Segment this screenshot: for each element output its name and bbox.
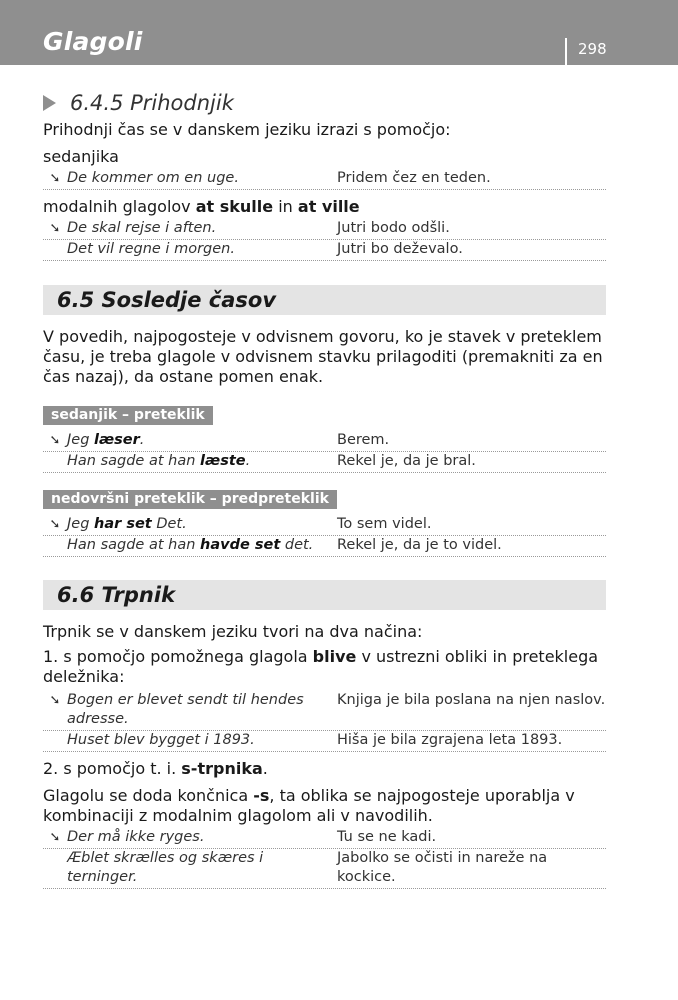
example-row bbox=[43, 169, 606, 190]
paragraph: Trpnik se v danskem jeziku tvori na dva načina: bbox=[43, 622, 423, 641]
text-segment: Glagolu se doda končnica bbox=[43, 786, 254, 805]
slovene-translation: To sem videl. bbox=[337, 516, 432, 532]
section-heading-bar bbox=[43, 285, 606, 315]
danish-example bbox=[67, 452, 337, 471]
category-tag: sedanjik – preteklik bbox=[43, 406, 213, 425]
danish-example: Der må ikke ryges. bbox=[67, 829, 205, 845]
example-table bbox=[43, 515, 606, 557]
arrow-down-right-icon: ➘ bbox=[49, 693, 61, 708]
bold-term: læser bbox=[94, 432, 140, 448]
slovene-translation: Tu se ne kadi. bbox=[337, 829, 437, 845]
danish-example: Huset blev bygget i 1893. bbox=[67, 732, 255, 748]
paragraph: V povedih, najpogosteje v odvisnem govoru, ko je stavek v preteklem času, je treba glagole v odvisnem stavku prilagoditi (premakniti za en čas nazaj), da ostane pomen enak. bbox=[43, 327, 603, 386]
bold-term: -s bbox=[253, 786, 270, 805]
example-table bbox=[43, 691, 606, 752]
category-tag: nedovršni preteklik – predpreteklik bbox=[43, 490, 337, 509]
example-row bbox=[43, 731, 606, 752]
text-segment: Jeg bbox=[67, 516, 95, 532]
paragraph bbox=[43, 647, 606, 687]
slovene-translation: Jutri bodo odšli. bbox=[337, 220, 450, 236]
example-row bbox=[43, 240, 606, 261]
danish-example: Bogen er blevet sendt til hendes adresse. bbox=[67, 692, 304, 727]
slovene-translation: Pridem čez en teden. bbox=[337, 170, 491, 186]
slovene-translation: Hiša je bila zgrajena leta 1893. bbox=[337, 732, 563, 748]
header-divider bbox=[565, 38, 567, 65]
text-segment: Han sagde at han bbox=[67, 453, 201, 469]
slovene-translation: Knjiga je bila poslana na njen naslov. bbox=[337, 692, 606, 708]
text-segment: 1. s pomočjo pomožnega glagola bbox=[43, 647, 313, 666]
text-segment: Han sagde at han bbox=[67, 537, 201, 553]
triangle-right-icon bbox=[43, 95, 56, 111]
bold-term: s-trpnika bbox=[181, 759, 263, 778]
page-header bbox=[0, 0, 678, 65]
bold-term: blive bbox=[312, 647, 357, 666]
arrow-down-right-icon: ➘ bbox=[49, 171, 61, 186]
arrow-down-right-icon: ➘ bbox=[49, 830, 61, 845]
paragraph bbox=[43, 759, 606, 779]
slovene-translation: Jabolko se očisti in nareže na kockice. bbox=[337, 850, 548, 885]
arrow-down-right-icon: ➘ bbox=[49, 433, 61, 448]
bold-term: læste bbox=[200, 453, 246, 469]
slovene-translation: Rekel je, da je to videl. bbox=[337, 537, 502, 553]
bold-term: at ville bbox=[297, 197, 360, 216]
page-content bbox=[43, 88, 606, 889]
text-segment: in bbox=[273, 197, 298, 216]
example-table bbox=[43, 828, 606, 889]
bold-term: at skulle bbox=[195, 197, 274, 216]
text-segment: , ta oblika se najpogosteje uporablja v kombinaciji z modalnim glagolom ali v navodilih. bbox=[43, 786, 575, 825]
arrow-down-right-icon: ➘ bbox=[49, 517, 61, 532]
text-segment: . bbox=[262, 759, 268, 778]
slovene-translation: Rekel je, da je bral. bbox=[337, 453, 476, 469]
example-row bbox=[43, 536, 606, 557]
example-row bbox=[43, 219, 606, 240]
text-segment: Jeg bbox=[67, 432, 95, 448]
example-row bbox=[43, 452, 606, 473]
text-segment: v ustrezni obliki in preteklega deležnika: bbox=[43, 647, 599, 686]
tag-wrapper bbox=[43, 404, 606, 425]
bold-term: havde set bbox=[200, 537, 281, 553]
subsection-title: 6.4.5 Prihodnjik bbox=[70, 91, 234, 115]
arrow-down-right-icon: ➘ bbox=[49, 221, 61, 236]
example-row bbox=[43, 691, 606, 731]
danish-example bbox=[67, 536, 337, 555]
text-segment: 2. s pomočjo t. i. bbox=[43, 759, 182, 778]
slovene-translation: Berem. bbox=[337, 432, 390, 448]
tag-wrapper bbox=[43, 488, 606, 509]
danish-example: Det vil regne i morgen. bbox=[67, 241, 235, 257]
danish-example bbox=[67, 515, 337, 534]
slovene-translation: Jutri bo deževalo. bbox=[337, 241, 463, 257]
section-title: 6.5 Sosledje časov bbox=[57, 288, 277, 312]
chapter-title: Glagoli bbox=[43, 27, 143, 56]
paragraph bbox=[43, 786, 606, 826]
bold-term: har set bbox=[94, 516, 152, 532]
page-number: 298 bbox=[578, 40, 607, 58]
text-segment: . bbox=[139, 432, 145, 448]
section-heading-bar bbox=[43, 580, 606, 610]
danish-example: Æblet skrælles og skæres i terninger. bbox=[67, 850, 264, 885]
example-table bbox=[43, 431, 606, 473]
example-row bbox=[43, 828, 606, 849]
example-table bbox=[43, 219, 606, 261]
paragraph: sedanjika bbox=[43, 147, 119, 166]
example-row bbox=[43, 515, 606, 536]
danish-example: De kommer om en uge. bbox=[67, 170, 239, 186]
paragraph bbox=[43, 197, 606, 217]
example-row bbox=[43, 849, 606, 889]
paragraph: Prihodnji čas se v danskem jeziku izrazi s pomočjo: bbox=[43, 120, 451, 139]
text-segment: det. bbox=[280, 537, 314, 553]
danish-example: De skal rejse i aften. bbox=[67, 220, 217, 236]
danish-example bbox=[67, 431, 337, 450]
text-segment: modalnih glagolov bbox=[43, 197, 196, 216]
example-row bbox=[43, 431, 606, 452]
section-title: 6.6 Trpnik bbox=[57, 583, 176, 607]
subsection-heading bbox=[43, 88, 606, 118]
text-segment: Det. bbox=[151, 516, 187, 532]
example-table bbox=[43, 169, 606, 190]
text-segment: . bbox=[245, 453, 251, 469]
